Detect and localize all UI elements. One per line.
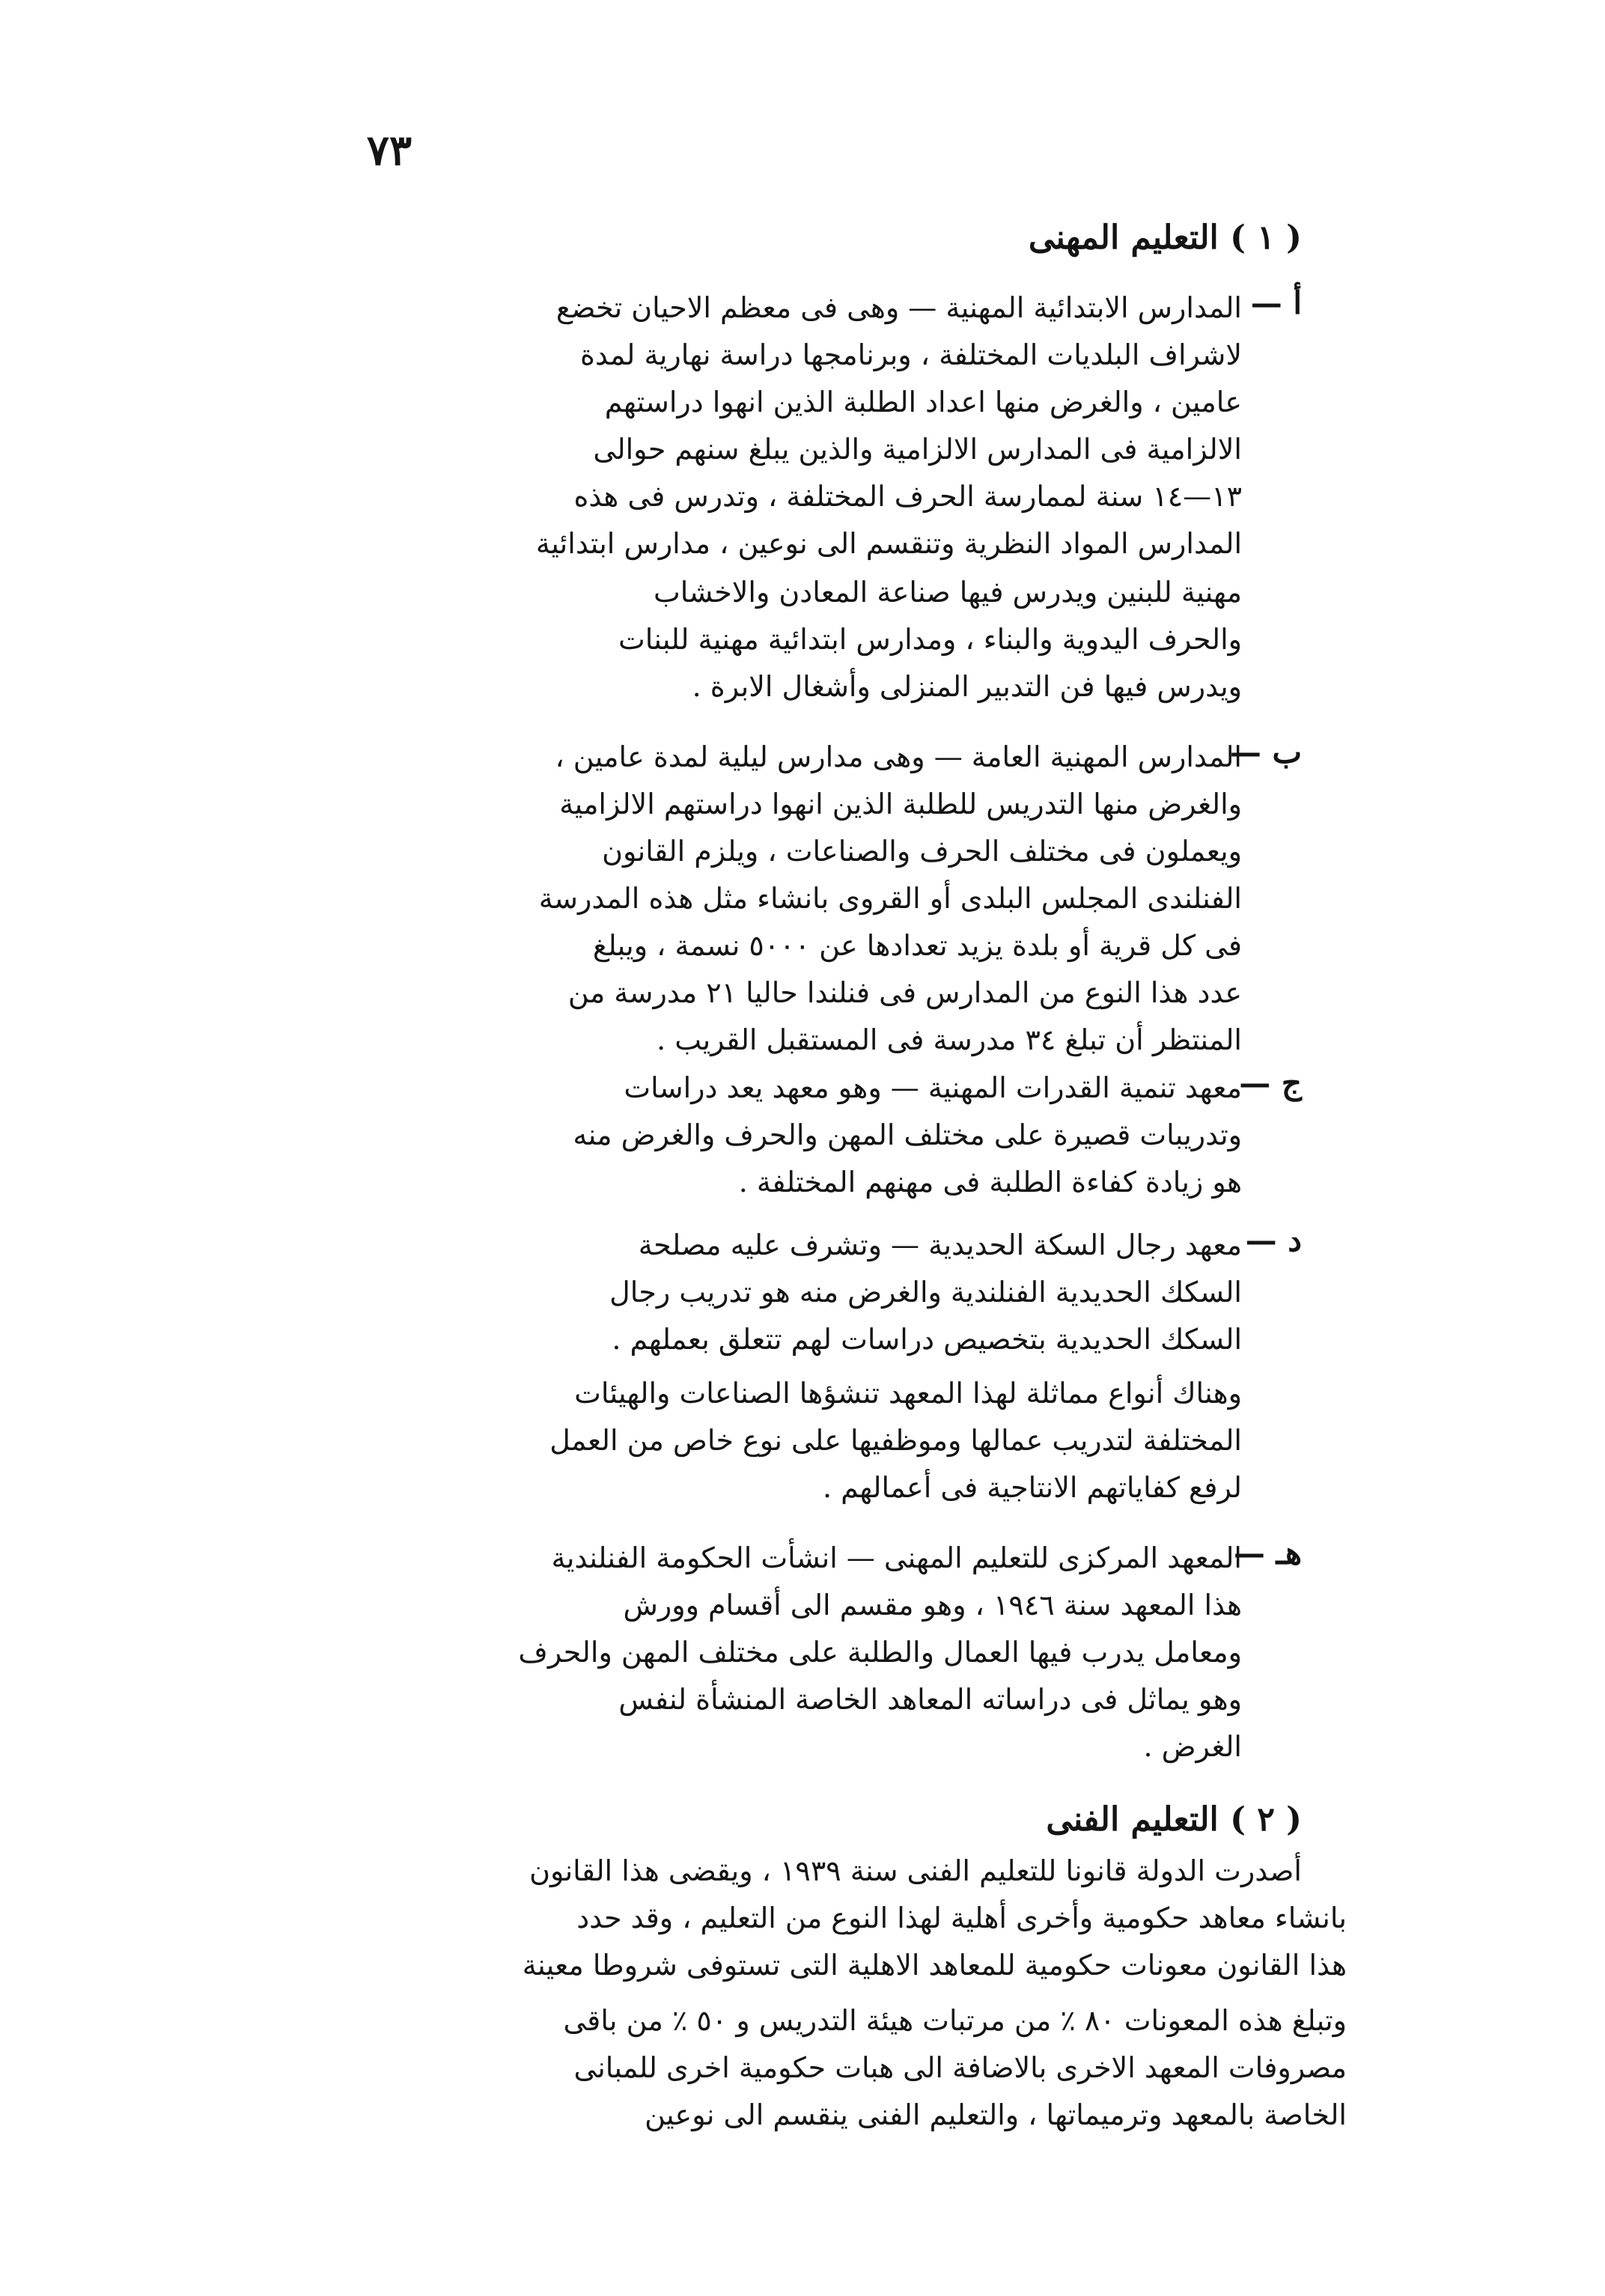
item-paragraph: معهد رجال السكة الحديدية — وتشرف عليه مصلحة السكك الحديدية الفنلندية والغرض منه هو تدريب رجال السكك الحديدية بتخصيص دراسات لهم تتعلق بعملهم .	[609, 1228, 1242, 1356]
item-paragraph: المعهد المركزى للتعليم المهنى — انشأت الحكومة الفنلندية هذا المعهد سنة ١٩٤٦ ، وهو مقسم الى أقسام وورش ومعامل يدرب فيها العمال والطلبة على مختلف المهن والحرف وهو يماثل فى دراساته المعاهد الخاصة المنشأة لنفس الغرض .	[518, 1541, 1242, 1763]
item-paragraph: معهد تنمية القدرات المهنية — وهو معهد يعد دراسات وتدريبات قصيرة على مختلف المهن والحرف والغرض منه هو زيادة كفاءة الطلبة فى مهنهم المختلفة .	[573, 1071, 1242, 1199]
item-paragraph-continued: مهنية للبنين ويدرس فيها صناعة المعادن والاخشاب والحرف اليدوية والبناء ، ومدارس ابتدائية مهنية للبنات ويدرس فيها فن التدبير المنزلى وأشغال الابرة .	[618, 576, 1242, 703]
section-paragraph: أصدرت الدولة قانونا للتعليم الفنى سنة ١٩٣٩ ، ويقضى هذا القانون بانشاء معاهد حكومية وأخرى أهلية لهذا النوع من التعليم ، وقد حدد هذا القانون معونات حكومية للمعاهد الاهلية التى تستوفى شروطا معينة	[522, 1854, 1347, 1982]
list-item-e	[299, 1535, 1302, 1782]
list-item-b	[299, 734, 1302, 1078]
item-marker: أ —	[1250, 284, 1302, 321]
item-marker: د —	[1245, 1222, 1302, 1258]
item-marker: ب —	[1229, 734, 1302, 770]
item-marker: هـ —	[1233, 1535, 1302, 1571]
section-paragraph: وتبلغ هذه المعونات ٨٠ ٪ من مرتبات هيئة التدريس و ٥٠ ٪ من باقى مصروفات المعهد الاخرى بالاضافة الى هبات حكومية اخرى للمبانى الخاصة بالمعهد وترميماتها ، والتعليم الفنى ينقسم الى نوعين	[563, 2004, 1347, 2131]
item-paragraph-continued: وهناك أنواع مماثلة لهذا المعهد تنشؤها الصناعات والهيئات المختلفة لتدريب عمالها وموظفيها على نوع خاص من العمل لرفع كفاياتهم الانتاجية فى أعمالهم .	[549, 1377, 1242, 1504]
page-number: ٧٣	[366, 126, 412, 175]
list-item-c	[299, 1065, 1302, 1214]
item-paragraph: المدارس الابتدائية المهنية — وهى فى معظم الاحيان تخضع لاشراف البلديات المختلفة ، وبرنامجها دراسة نهارية لمدة عامين ، والغرض منها اعداد الطلبة الذين انهوا دراستهم الالزامية فى المدارس الالزامية والذين يبلغ سنهم حوالى ١٣—١٤ سنة لممارسة الحرف المختلفة ، وتدرس فى هذه المدارس المواد النظرية وتنقسم الى نوعين ، مدارس ابتدائية	[535, 291, 1242, 560]
section-heading-vocational: ( ١ ) التعليم المهنى	[1028, 219, 1302, 257]
item-marker: ج —	[1239, 1065, 1302, 1101]
section-heading-technical: ( ٢ ) التعليم الفنى	[1046, 1800, 1302, 1839]
list-item-d	[299, 1222, 1302, 1371]
item-paragraph: المدارس المهنية العامة — وهى مدارس ليلية لمدة عامين ، والغرض منها التدريس للطلبة الذين انهوا دراستهم الالزامية ويعملون فى مختلف الحرف والصناعات ، ويلزم القانون الفنلندى المجلس البلدى أو القروى بانشاء مثل هذه المدرسة فى كل قرية أو بلدة يزيد تعدادها عن ٥٠٠٠ نسمة ، ويبلغ عدد هذا النوع من المدارس فى فنلندا حاليا ٢١ مدرسة من المنتظر أن تبلغ ٣٤ مدرسة فى المستقبل القريب .	[538, 740, 1242, 1056]
